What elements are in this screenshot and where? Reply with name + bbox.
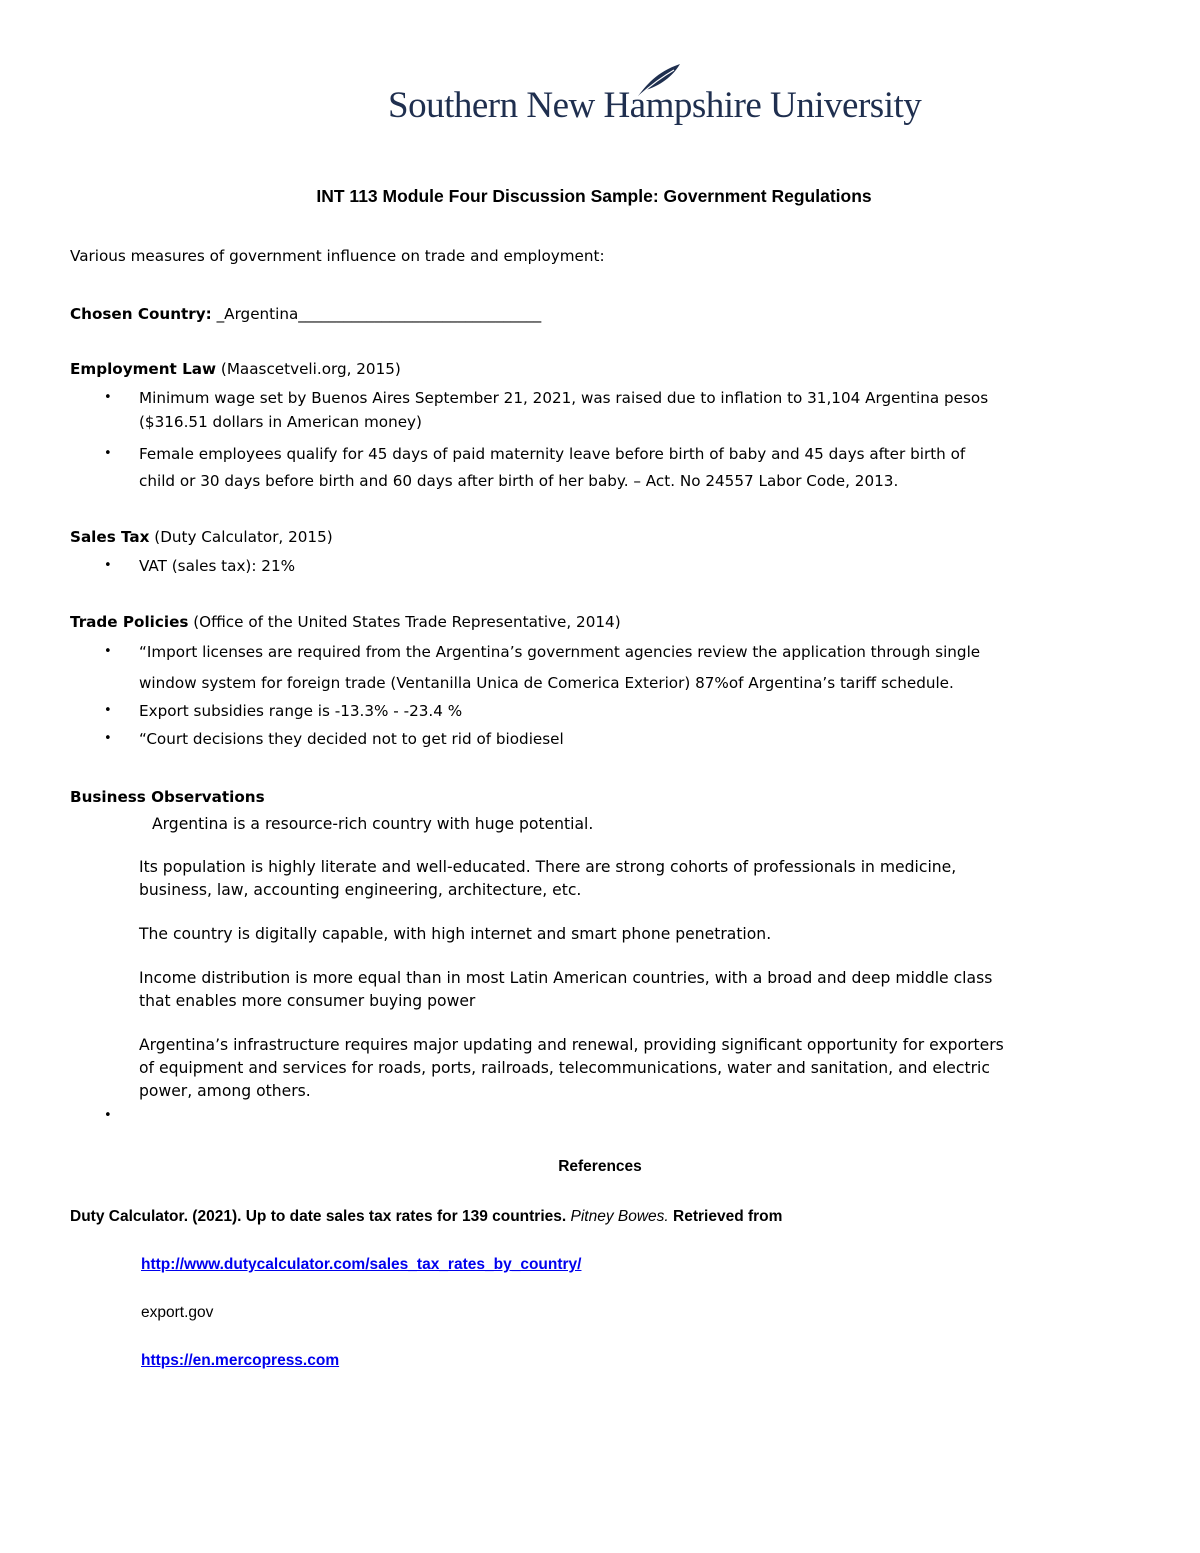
employment-heading-line — [70, 359, 401, 379]
employment-item-2-line-2: child or 30 days before birth and 60 days after birth of her baby. – Act. No 24557 Labor Code, 2013. — [139, 472, 899, 490]
bullet: • — [104, 446, 112, 461]
chosen-country-line — [70, 304, 541, 324]
trade-source: (Office of the United States Trade Representative, 2014) — [188, 613, 621, 631]
citation-title: Up to date sales tax rates for 139 countries. — [245, 1208, 571, 1225]
business-paragraph-2-line-1: Its population is highly literate and well-educated. There are strong cohorts of professionals in medicine, — [139, 858, 957, 876]
citation-tail: Retrieved from — [668, 1208, 783, 1225]
employment-item-1-line-1: Minimum wage set by Buenos Aires September 21, 2021, was raised due to inflation to 31,104 Argentina pesos — [139, 389, 989, 407]
business-paragraph-5-line-2: of equipment and services for roads, ports, railroads, telecommunications, water and sanitation, and electric — [139, 1059, 990, 1077]
sales-tax-source: (Duty Calculator, 2015) — [149, 528, 333, 546]
business-paragraph-4-line-1: Income distribution is more equal than in most Latin American countries, with a broad and deep middle class — [139, 969, 993, 987]
trade-item-1-line-1: “Import licenses are required from the Argentina’s government agencies review the application through single — [139, 643, 981, 661]
bullet: • — [104, 390, 112, 405]
business-paragraph-1: Argentina is a resource-rich country with huge potential. — [152, 815, 594, 833]
trade-heading-line — [70, 612, 621, 632]
logo-text: Southern New Hampshire University — [388, 85, 922, 126]
references-heading: References — [558, 1158, 642, 1175]
export-gov-text: export.gov — [141, 1304, 214, 1321]
trade-heading: Trade Policies — [70, 613, 189, 631]
bullet: • — [104, 703, 112, 718]
business-paragraph-5-line-3: power, among others. — [139, 1082, 311, 1100]
citation-publisher: Pitney Bowes. — [570, 1208, 669, 1225]
business-heading: Business Observations — [70, 788, 265, 806]
bullet: • — [104, 644, 112, 659]
business-paragraph-2-line-2: business, law, accounting engineering, architecture, etc. — [139, 881, 582, 899]
chosen-country-value: _Argentina________________________________ — [211, 305, 542, 323]
snhu-logo — [388, 62, 922, 134]
employment-item-2-line-1: Female employees qualify for 45 days of paid maternity leave before birth of baby and 45 days after birth of — [139, 445, 966, 463]
empty-bullet: • — [104, 1108, 112, 1123]
reference-citation — [70, 1208, 782, 1226]
citation-author: Duty Calculator. (2021). — [70, 1208, 246, 1225]
employment-heading: Employment Law — [70, 360, 217, 378]
trade-item-2: Export subsidies range is -13.3% - -23.4 % — [139, 702, 463, 720]
intro-text: Various measures of government influence on trade and employment: — [70, 247, 605, 265]
employment-source: (Maascetveli.org, 2015) — [216, 360, 401, 378]
dutycalculator-link[interactable]: http://www.dutycalculator.com/sales_tax_rates_by_country/ — [141, 1256, 582, 1273]
bullet: • — [104, 731, 112, 746]
bullet: • — [104, 558, 112, 573]
business-paragraph-3: The country is digitally capable, with high internet and smart phone penetration. — [139, 925, 772, 943]
sales-tax-heading-line — [70, 527, 333, 547]
trade-item-3: “Court decisions they decided not to get rid of biodiesel — [139, 730, 564, 748]
sales-tax-heading: Sales Tax — [70, 528, 150, 546]
business-paragraph-4-line-2: that enables more consumer buying power — [139, 992, 476, 1010]
employment-item-1-line-2: ($316.51 dollars in American money) — [139, 413, 422, 431]
mercopress-link[interactable]: https://en.mercopress.com — [141, 1352, 340, 1369]
page-title: INT 113 Module Four Discussion Sample: Government Regulations — [316, 186, 872, 206]
business-paragraph-5-line-1: Argentina’s infrastructure requires major updating and renewal, providing significant opportunity for exporters — [139, 1036, 1004, 1054]
chosen-country-label: Chosen Country: — [70, 305, 212, 323]
trade-item-1-line-2: window system for foreign trade (Ventanilla Unica de Comerica Exterior) 87%of Argentina’s tariff schedule. — [139, 674, 954, 692]
sales-tax-item-1: VAT (sales tax): 21% — [139, 557, 296, 575]
